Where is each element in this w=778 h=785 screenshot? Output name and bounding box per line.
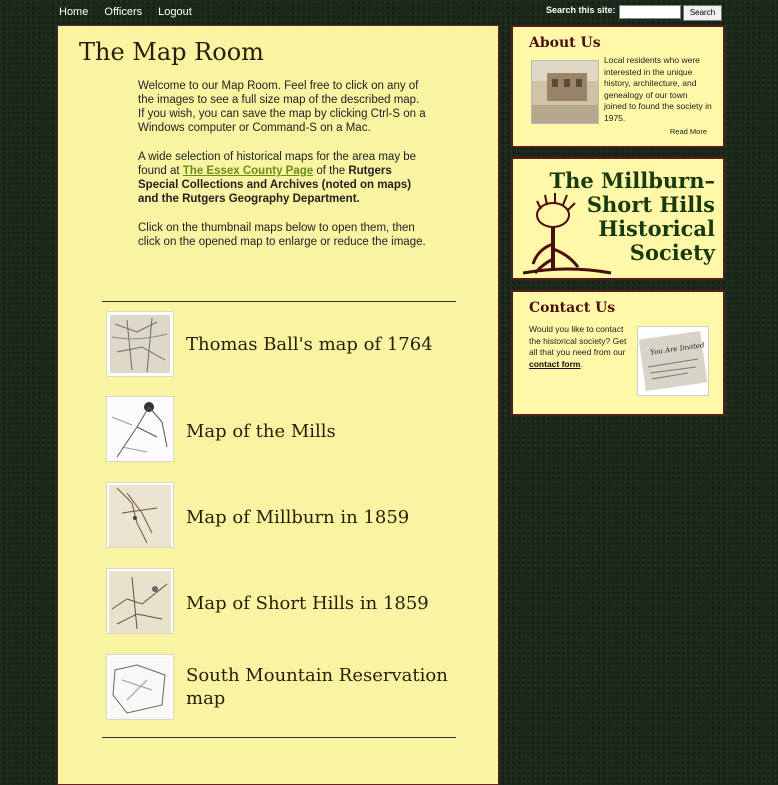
map-title[interactable]: Thomas Ball's map of 1764 [186, 334, 433, 355]
map-thumbnail[interactable] [106, 396, 174, 462]
main-content-panel [57, 25, 499, 785]
intro-p2-text: A wide selection of historical maps for the area may be found at [138, 151, 417, 177]
map-item[interactable] [106, 482, 446, 550]
essex-county-link[interactable]: The Essex County Page [182, 165, 314, 177]
map-thumbnail[interactable] [106, 654, 174, 720]
contact-text-end: . [580, 358, 583, 369]
nav-home-link[interactable]: Home [59, 6, 89, 18]
map-thumbnail[interactable] [106, 482, 174, 548]
map-item[interactable] [106, 396, 446, 464]
logo-line-3: Historical [598, 216, 715, 241]
intro-p2-middle: of the [313, 165, 349, 177]
about-text: Local residents who were interested in the unique history, architecture, and genealogy of our town joined to found the society in 1975. [604, 55, 712, 123]
about-us-box [511, 25, 725, 148]
about-photo[interactable] [531, 60, 599, 124]
divider-top [102, 301, 456, 302]
logo-line-4: Society [629, 240, 715, 265]
map-item[interactable] [106, 568, 446, 636]
main-nav [59, 6, 205, 18]
contact-text [529, 324, 633, 370]
read-more-link[interactable]: Read More [669, 127, 707, 136]
invitation-text: You Are Invited [649, 341, 705, 357]
map-title[interactable]: Map of Millburn in 1859 [186, 507, 410, 528]
map-thumbnail[interactable] [106, 568, 174, 634]
intro-paragraph-2 [138, 150, 428, 206]
contact-us-box [511, 290, 725, 416]
nav-logout-link[interactable]: Logout [158, 6, 192, 18]
about-title: About Us [529, 35, 601, 51]
contact-title: Contact Us [529, 300, 616, 316]
map-item[interactable] [106, 654, 446, 724]
contact-text-body: Would you like to contact the historical society? Get all that you need from our [529, 324, 627, 357]
map-title[interactable]: South Mountain Reservation map [186, 665, 448, 709]
search-input[interactable] [619, 5, 681, 19]
map-item[interactable] [106, 311, 446, 379]
intro-text [138, 79, 428, 264]
search-label: Search this site: [546, 5, 616, 15]
contact-form-link[interactable]: contact form [529, 358, 581, 369]
rutgers-text: Rutgers Special Collections and Archives (noted on maps) and the Rutgers Geography Department. [138, 165, 412, 205]
map-title[interactable]: Map of the Mills [186, 421, 336, 442]
page-title: The Map Room [79, 38, 264, 66]
intro-paragraph-3: Click on the thumbnail maps below to open them, then click on the opened map to enlarge or reduce the image. [138, 222, 426, 248]
invitation-image[interactable] [637, 326, 709, 396]
divider-bottom [102, 737, 456, 738]
map-title[interactable]: Map of Short Hills in 1859 [186, 593, 429, 614]
logo-line-2: Short Hills [586, 192, 715, 217]
society-logo-box [511, 157, 725, 280]
logo-line-1: The Millburn– [549, 168, 715, 193]
search-button[interactable]: Search [683, 5, 722, 21]
nav-officers-link[interactable]: Officers [104, 6, 143, 18]
intro-paragraph-1: Welcome to our Map Room. Feel free to click on any of the images to see a full size map of the described map. If you wish, you can save the map by clicking Ctrl-S on a Windows computer or Command-S on a Mac. [138, 80, 426, 134]
top-navigation-bar [0, 0, 778, 24]
map-thumbnail[interactable] [106, 311, 174, 377]
